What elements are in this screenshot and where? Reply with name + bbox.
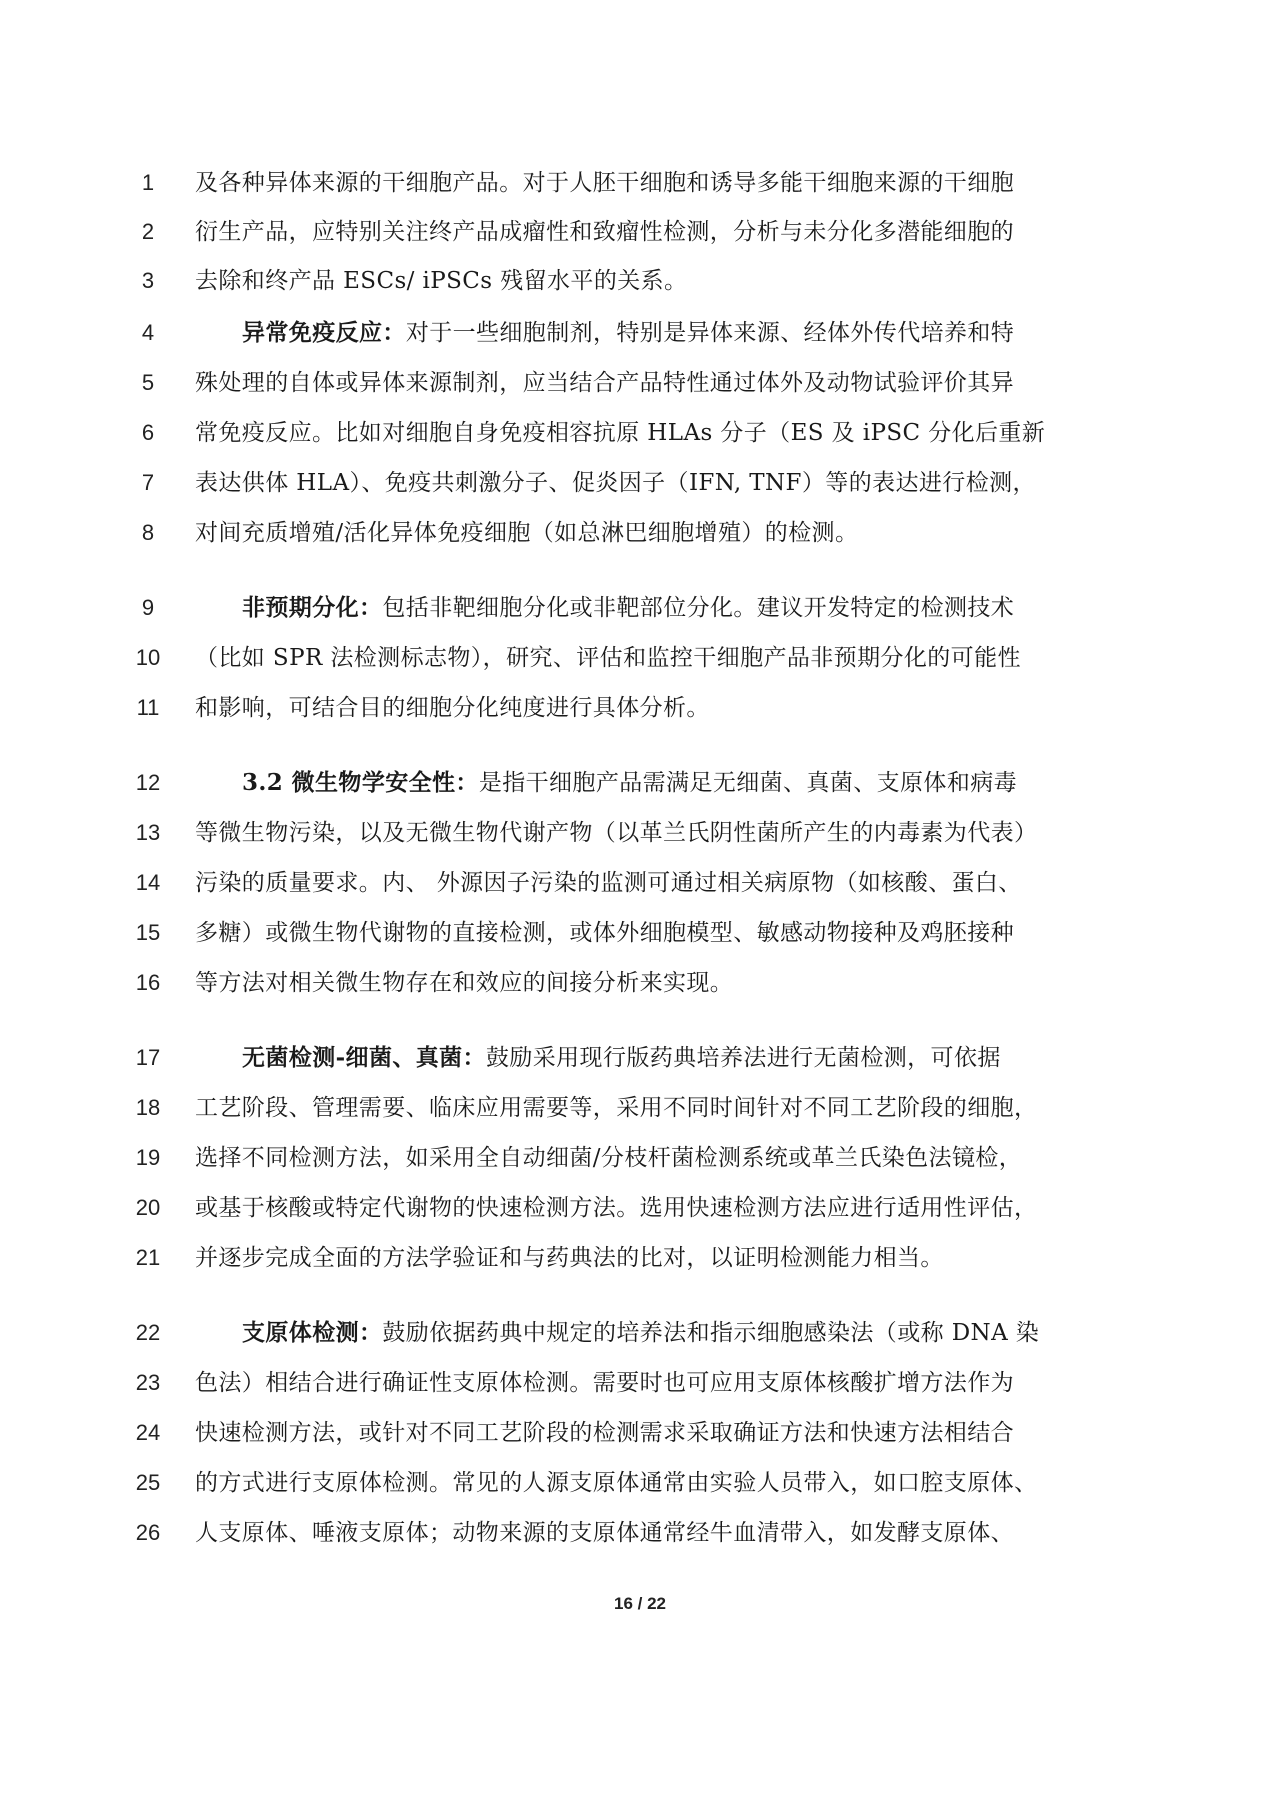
- line-number: 25: [135, 1470, 161, 1495]
- line-body: 鼓励采用现行版药典培养法进行无菌检测，可依据: [485, 1045, 1001, 1071]
- line-text: 或基于核酸或特定代谢物的快速检测方法。选用快速检测方法应进行适用性评估，: [195, 1195, 1038, 1221]
- text-line: [0, 413, 1280, 453]
- line-text: 等微生物污染，以及无微生物代谢产物（以革兰氏阴性菌所产生的内毒素为代表）: [195, 820, 1038, 846]
- line-text: [242, 763, 1105, 803]
- line-number: 17: [135, 1045, 161, 1070]
- text-line: [0, 1088, 1280, 1128]
- line-text: 的方式进行支原体检测。常见的人源支原体通常由实验人员带入，如口腔支原体、: [195, 1470, 1038, 1496]
- line-text: 人支原体、唾液支原体；动物来源的支原体通常经牛血清带入，如发酵支原体、: [195, 1520, 1014, 1546]
- line-text: 衍生产品，应特别关注终产品成瘤性和致瘤性检测，分析与未分化多潜能细胞的: [195, 219, 1014, 245]
- line-number: 26: [135, 1520, 161, 1545]
- line-number: 10: [135, 645, 161, 670]
- line-text: 等方法对相关微生物存在和效应的间接分析来实现。: [195, 970, 734, 996]
- line-text: 快速检测方法，或针对不同工艺阶段的检测需求采取确证方法和快速方法相结合: [195, 1420, 1014, 1446]
- line-number: 13: [135, 820, 161, 845]
- text-line: [0, 1138, 1280, 1178]
- line-number: 3: [141, 268, 155, 293]
- line-text: [242, 1038, 1105, 1078]
- text-line: [0, 363, 1280, 403]
- text-line: [0, 212, 1280, 252]
- line-number: 16: [135, 970, 161, 995]
- text-line: [0, 1413, 1280, 1453]
- line-text: 和影响，可结合目的细胞分化纯度进行具体分析。: [195, 695, 710, 721]
- line-number: 11: [136, 695, 160, 720]
- page-number: 16 / 22: [614, 1594, 666, 1613]
- line-number: 24: [135, 1420, 161, 1445]
- line-number: 21: [135, 1245, 161, 1270]
- line-number: 22: [135, 1320, 161, 1345]
- line-text: 多糖）或微生物代谢物的直接检测，或体外细胞模型、敏感动物接种及鸡胚接种: [195, 920, 1014, 946]
- line-text: 表达供体 HLA）、免疫共刺激分子、促炎因子（IFN, TNF）等的表达进行检测，: [195, 470, 1036, 496]
- line-number: 18: [135, 1095, 161, 1120]
- line-number: 4: [141, 320, 155, 345]
- text-line: [0, 1038, 1280, 1078]
- text-line: [0, 1463, 1280, 1503]
- line-number: 9: [141, 595, 155, 620]
- text-line: [0, 763, 1280, 803]
- line-number: 6: [141, 420, 155, 445]
- text-line: [0, 463, 1280, 503]
- line-body: 是指干细胞产品需满足无细菌、真菌、支原体和病毒: [478, 770, 1018, 796]
- text-line: [0, 1513, 1280, 1553]
- text-line: [0, 1238, 1280, 1278]
- text-line: [0, 1313, 1280, 1353]
- line-body: 对于一些细胞制剂，特别是异体来源、经体外传代培养和特: [405, 320, 1015, 346]
- line-number: 12: [135, 770, 161, 795]
- line-number: 1: [141, 170, 155, 195]
- line-text: 及各种异体来源的干细胞产品。对于人胚干细胞和诱导多能干细胞来源的干细胞: [195, 170, 1014, 196]
- line-body: 包括非靶细胞分化或非靶部位分化。建议开发特定的检测技术: [382, 595, 1015, 621]
- line-text: （比如 SPR 法检测标志物），研究、评估和监控干细胞产品非预期分化的可能性: [195, 645, 1021, 671]
- line-number: 23: [135, 1370, 161, 1395]
- line-number: 7: [141, 470, 155, 495]
- line-text: 并逐步完成全面的方法学验证和与药典法的比对，以证明检测能力相当。: [195, 1245, 944, 1271]
- line-number: 14: [135, 870, 161, 895]
- section-heading: 3.2 微生物学安全性：: [242, 769, 479, 796]
- line-text: 选择不同检测方法，如采用全自动细菌/分枝杆菌检测系统或革兰氏染色法镜检，: [195, 1145, 1023, 1171]
- line-text: 色法）相结合进行确证性支原体检测。需要时也可应用支原体核酸扩增方法作为: [195, 1370, 1014, 1396]
- line-text: 殊处理的自体或异体来源制剂，应当结合产品特性通过体外及动物试验评价其异: [195, 370, 1014, 396]
- text-line: [0, 1188, 1280, 1228]
- text-line: [0, 1363, 1280, 1403]
- text-line: [0, 688, 1280, 728]
- text-line: [0, 163, 1280, 203]
- text-line: [0, 963, 1280, 1003]
- line-number: 2: [141, 219, 155, 244]
- line-text: 常免疫反应。比如对细胞自身免疫相容抗原 HLAs 分子（ES 及 iPSC 分化后重新: [195, 420, 1046, 446]
- text-line: [0, 261, 1280, 301]
- line-text: [242, 313, 1105, 353]
- text-line: [0, 913, 1280, 953]
- section-heading: 异常免疫反应：: [242, 319, 406, 346]
- line-text: 污染的质量要求。内、 外源因子污染的监测可通过相关病原物（如核酸、蛋白、: [195, 870, 1022, 896]
- line-text: [242, 588, 1105, 628]
- section-heading: 非预期分化：: [242, 594, 383, 621]
- text-line: [0, 813, 1280, 853]
- text-line: [0, 638, 1280, 678]
- text-line: [0, 313, 1280, 353]
- line-text: 工艺阶段、管理需要、临床应用需要等，采用不同时间针对不同工艺阶段的细胞，: [195, 1095, 1038, 1121]
- line-number: 20: [135, 1195, 161, 1220]
- text-line: [0, 863, 1280, 903]
- line-body: 鼓励依据药典中规定的培养法和指示细胞感染法（或称 DNA 染: [382, 1320, 1040, 1346]
- line-text: 去除和终产品 ESCs/ iPSCs 残留水平的关系。: [195, 268, 688, 294]
- section-heading: 支原体检测：: [242, 1319, 383, 1346]
- line-number: 19: [135, 1145, 161, 1170]
- line-text: 对间充质增殖/活化异体免疫细胞（如总淋巴细胞增殖）的检测。: [195, 520, 859, 546]
- line-number: 5: [141, 370, 155, 395]
- section-heading: 无菌检测-细菌、真菌：: [242, 1044, 486, 1071]
- line-number: 8: [141, 520, 155, 545]
- text-line: [0, 588, 1280, 628]
- line-number: 15: [135, 920, 161, 945]
- line-text: [242, 1313, 1105, 1353]
- text-line: [0, 513, 1280, 553]
